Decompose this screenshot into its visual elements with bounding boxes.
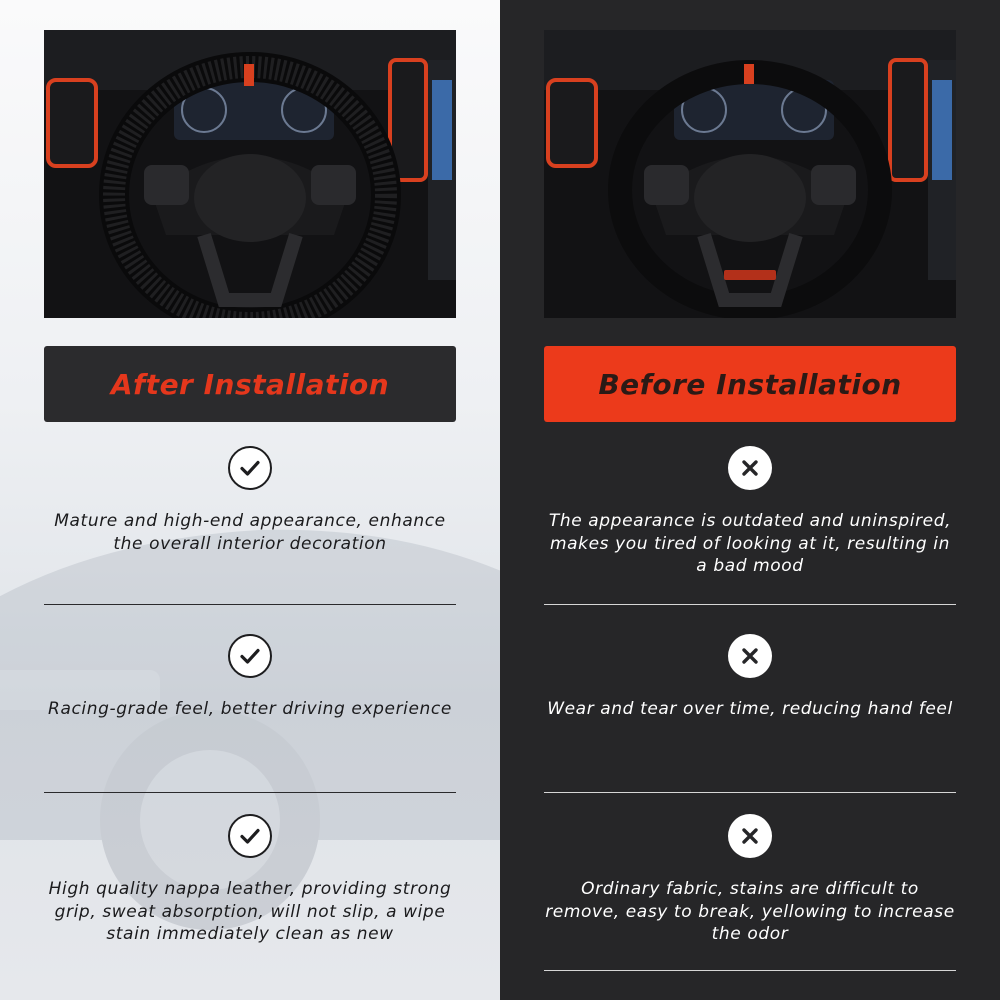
before-installation-banner: Before Installation xyxy=(544,346,956,422)
divider xyxy=(44,604,456,605)
after-item-2 xyxy=(44,634,456,721)
check-icon xyxy=(228,634,272,678)
check-icon xyxy=(228,814,272,858)
after-installation-banner: After Installation xyxy=(44,346,456,422)
after-item-1 xyxy=(44,446,456,555)
before-item-2 xyxy=(544,634,956,721)
cross-icon xyxy=(728,814,772,858)
before-item-3-text: Ordinary fabric, stains are difficult to remove, easy to break, yellowing to increase the odor xyxy=(545,879,955,944)
cross-icon xyxy=(728,634,772,678)
divider xyxy=(44,792,456,793)
before-item-2-text: Wear and tear over time, reducing hand feel xyxy=(547,699,953,719)
check-icon xyxy=(228,446,272,490)
divider xyxy=(544,604,956,605)
cross-icon xyxy=(728,446,772,490)
after-item-2-text: Racing-grade feel, better driving experience xyxy=(48,699,452,719)
after-item-3 xyxy=(44,814,456,946)
before-steering-wheel-photo xyxy=(544,30,956,318)
before-item-3 xyxy=(544,814,956,946)
before-item-1 xyxy=(544,446,956,578)
before-item-1-text: The appearance is outdated and uninspired, makes you tired of looking at it, resulting in a bad mood xyxy=(548,511,952,576)
divider xyxy=(544,792,956,793)
after-item-1-text: Mature and high-end appearance, enhance the overall interior decoration xyxy=(54,511,446,554)
before-column xyxy=(500,0,1000,1000)
divider xyxy=(544,970,956,971)
after-item-3-text: High quality nappa leather, providing strong grip, sweat absorption, will not slip, a wipe stain immediately clean as new xyxy=(48,879,452,944)
after-steering-wheel-photo xyxy=(44,30,456,318)
